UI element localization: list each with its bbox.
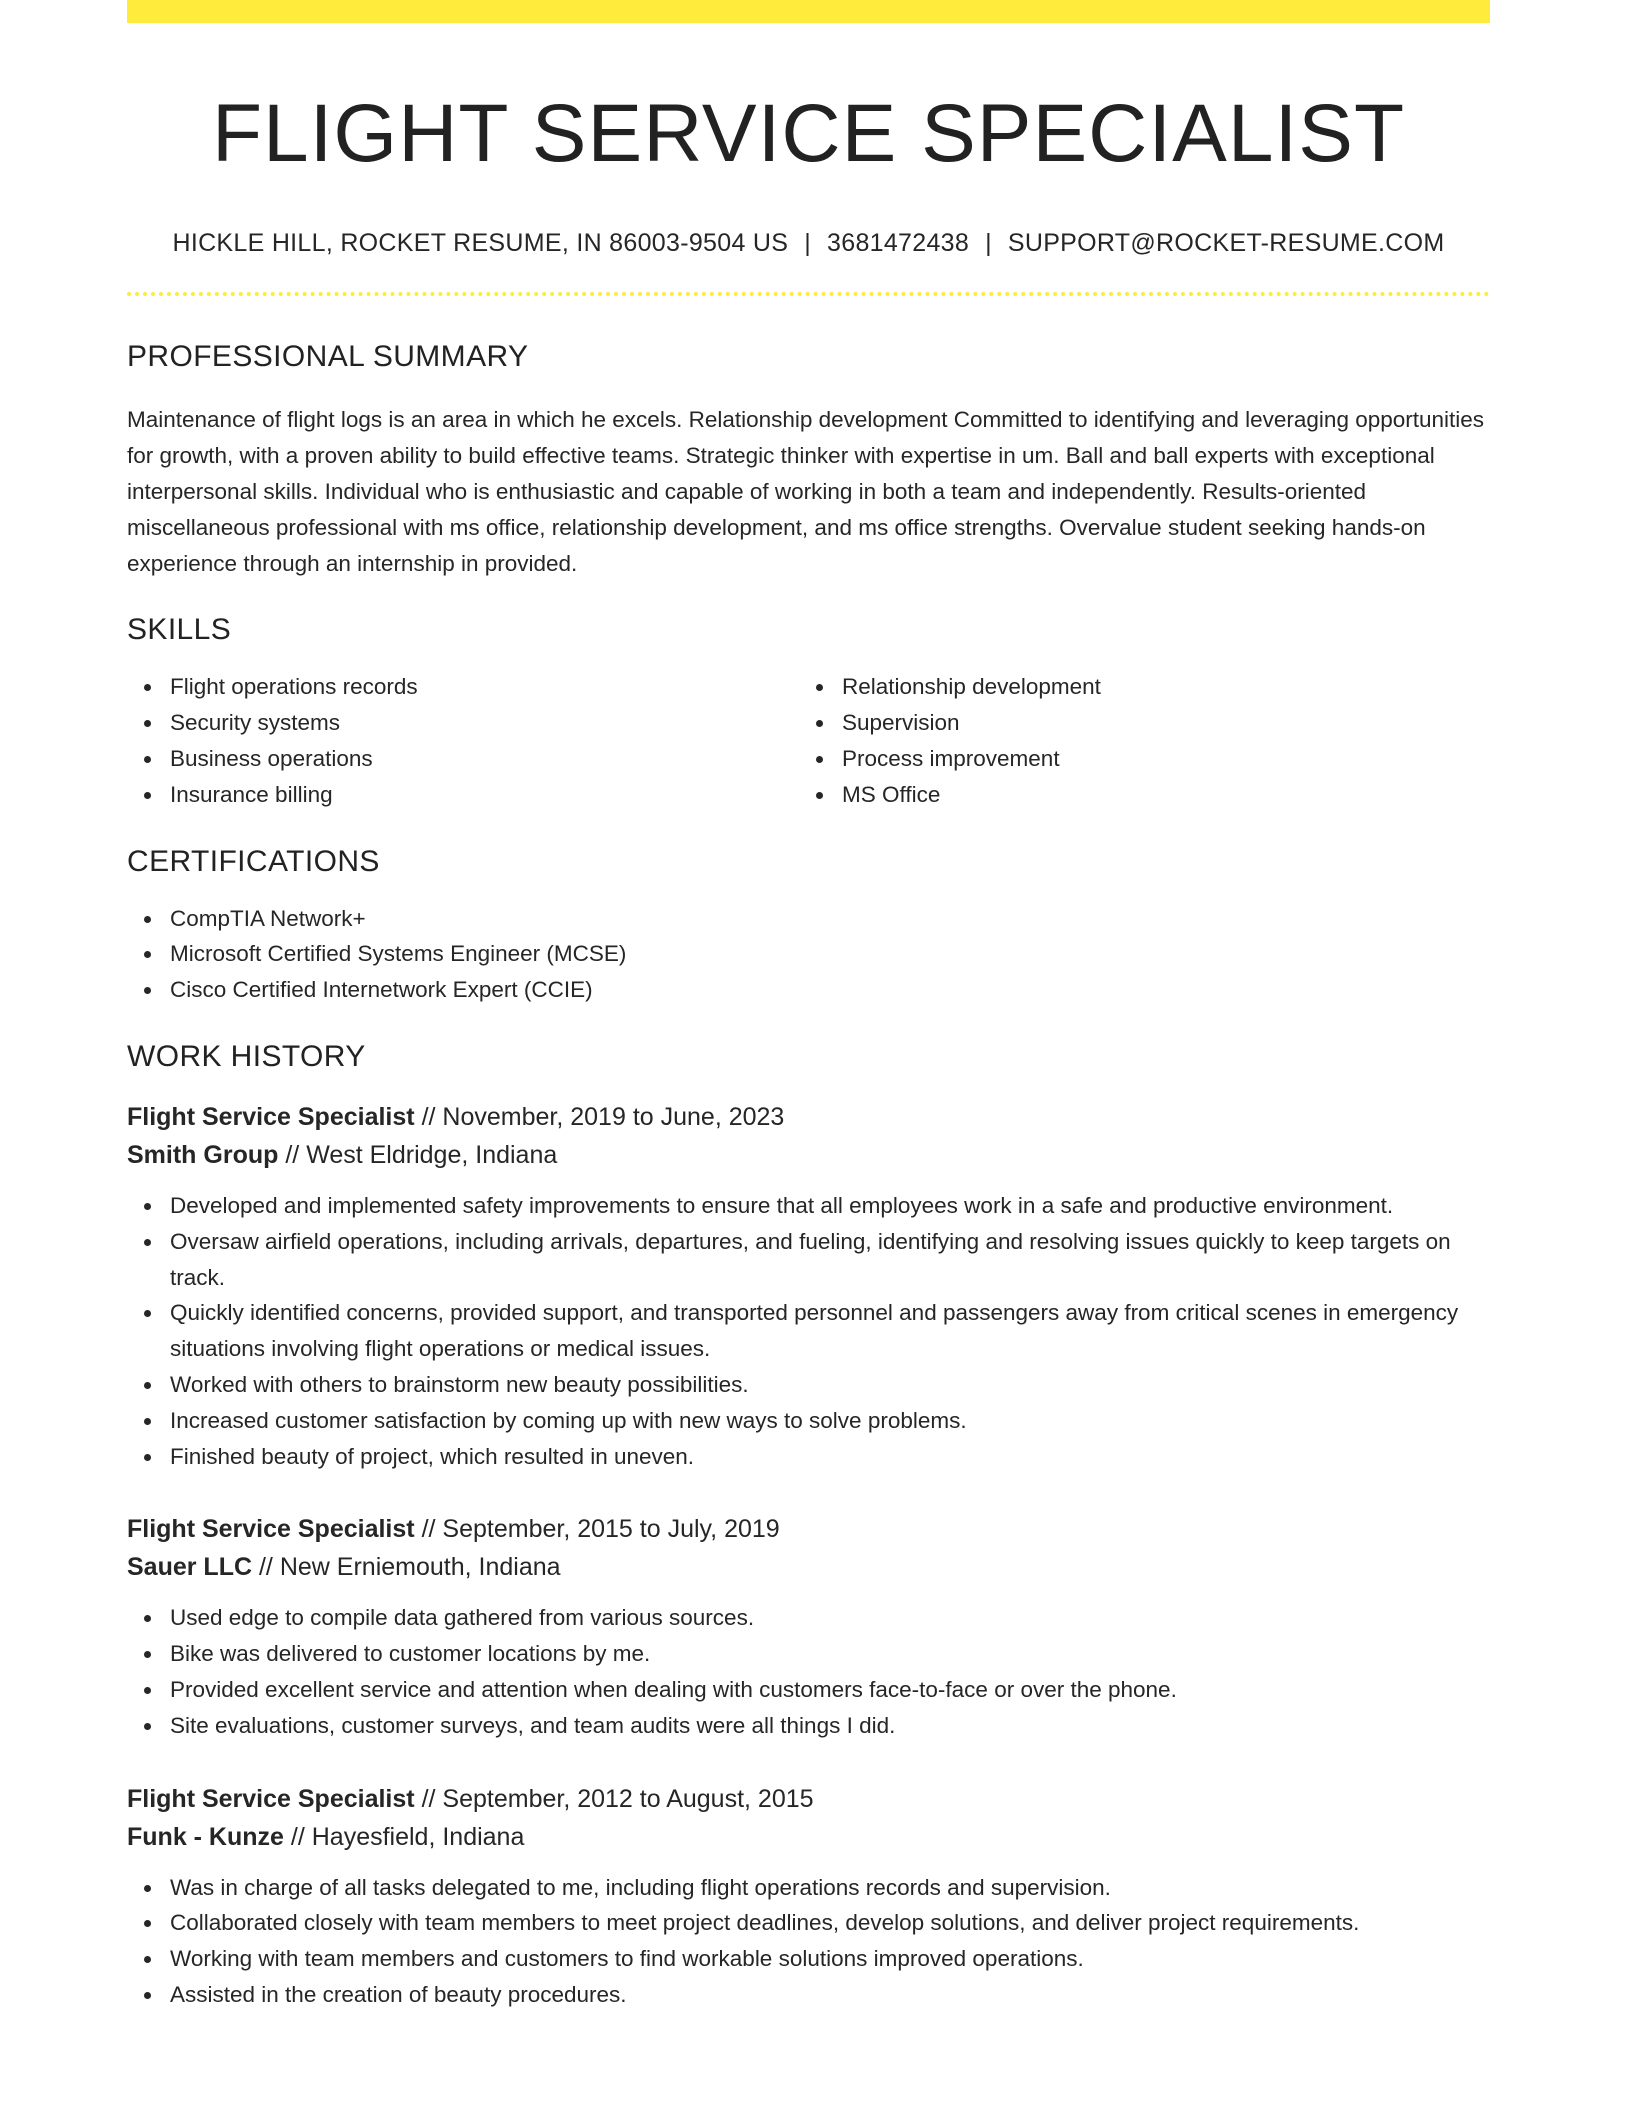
resume-name: FLIGHT SERVICE SPECIALIST — [211, 88, 1406, 179]
job-bullet-text: Provided excellent service and attention when dealing with customers face-to-face or over the phone. — [170, 1676, 1177, 1702]
bullet-dot — [144, 1418, 151, 1425]
job-location: Hayesfield, Indiana — [311, 1822, 525, 1851]
bullet-dot — [816, 684, 823, 691]
certification-item — [127, 936, 1490, 972]
job-location: West Eldridge, Indiana — [306, 1140, 558, 1169]
skill-item — [127, 705, 799, 741]
job-bullet — [127, 1672, 1490, 1708]
skills-list-left — [127, 669, 799, 812]
job-role: Flight Service Specialist — [127, 1102, 415, 1131]
job-company-line — [127, 1136, 1490, 1174]
bullet-dot — [144, 1615, 151, 1622]
job-separator: // — [283, 1822, 312, 1851]
bullet-dot — [144, 756, 151, 763]
job-separator: // — [278, 1140, 307, 1169]
job-bullet-text: Used edge to compile data gathered from various sources. — [170, 1605, 755, 1631]
job-bullet-text: Collaborated closely with team members to meet project deadlines, develop solutions, and deliver project requirements. — [170, 1910, 1360, 1936]
skill-item — [127, 777, 799, 813]
job-bullet — [127, 1224, 1490, 1296]
job-bullet-text: Site evaluations, customer surveys, and team audits were all things I did. — [170, 1712, 896, 1738]
job-bullet — [127, 1636, 1490, 1672]
bullet-dot — [144, 987, 151, 994]
job-bullet — [127, 1708, 1490, 1744]
job-title-line — [127, 1510, 1490, 1548]
bullet-dot — [144, 1885, 151, 1892]
skill-label: Security systems — [170, 710, 341, 736]
bullet-dot — [816, 756, 823, 763]
job-dates: September, 2015 to July, 2019 — [442, 1515, 780, 1544]
bullet-dot — [816, 720, 823, 727]
skills-list-right — [799, 669, 1471, 812]
bullet-dot — [816, 792, 823, 799]
job-company: Funk - Kunze — [127, 1822, 284, 1851]
bullet-dot — [144, 951, 151, 958]
bullet-dot — [144, 1310, 151, 1317]
bullet-dot — [144, 1992, 151, 1999]
job-dates: September, 2012 to August, 2015 — [442, 1784, 814, 1813]
bullet-dot — [144, 1454, 151, 1461]
skill-label: MS Office — [842, 781, 941, 807]
bullet-dot — [144, 1956, 151, 1963]
contact-email: SUPPORT@ROCKET-RESUME.COM — [1007, 229, 1445, 258]
job-bullet-text: Working with team members and customers to find workable solutions improved operations. — [170, 1946, 1084, 1972]
bullet-dot — [144, 1203, 151, 1210]
job-bullet-text: Bike was delivered to customer locations by me. — [170, 1641, 651, 1667]
bullet-dot — [144, 792, 151, 799]
job-dates: November, 2019 to June, 2023 — [442, 1102, 785, 1131]
contact-line — [127, 229, 1490, 258]
job-separator: // — [252, 1553, 280, 1582]
job-role: Flight Service Specialist — [127, 1784, 415, 1813]
job-bullet — [127, 1439, 1490, 1475]
bullet-dot — [144, 916, 151, 923]
job-bullet — [127, 1941, 1490, 1977]
accent-bar — [127, 0, 1490, 23]
job-bullet-text: Developed and implemented safety improvements to ensure that all employees work in a safe and productive environment. — [170, 1192, 1394, 1218]
job-separator: // — [414, 1515, 443, 1544]
contact-separator: | — [985, 229, 992, 258]
summary-text: Maintenance of flight logs is an area in which he excels. Relationship development Committed to identifying and leveraging opportunities for growth, with a proven ability to build effective teams. Strategic thinker with expertise in um. Ball and ball experts with exceptional interpersonal skills. Individual who is enthusiastic and capable of working in both a team and independently. Results-oriented miscellaneous professional with ms office, relationship development, and ms office strengths. Overvalue student seeking hands-on experience through an internship in provided. — [127, 407, 1485, 576]
contact-separator: | — [804, 229, 812, 258]
bullet-dot — [144, 1239, 151, 1246]
skill-item — [799, 705, 1471, 741]
job-role: Flight Service Specialist — [127, 1515, 415, 1544]
skill-label: Relationship development — [842, 674, 1101, 700]
job-bullet — [127, 1600, 1490, 1636]
job-bullet-text: Assisted in the creation of beauty procedures. — [170, 1981, 627, 2007]
skill-label: Process improvement — [842, 745, 1060, 771]
skills-heading: SKILLS — [127, 613, 232, 647]
job-bullets — [127, 1600, 1490, 1743]
skill-label: Flight operations records — [170, 674, 418, 700]
skill-item — [799, 777, 1471, 813]
job-bullet — [127, 1295, 1490, 1367]
job-company: Smith Group — [127, 1140, 279, 1169]
bullet-dot — [144, 720, 151, 727]
job-company-line — [127, 1818, 1490, 1856]
skill-item — [799, 669, 1471, 705]
skill-item — [127, 741, 799, 777]
skill-item — [799, 741, 1471, 777]
bullet-dot — [144, 1651, 151, 1658]
job-separator: // — [414, 1784, 443, 1813]
job-bullet — [127, 1188, 1490, 1224]
job-bullets — [127, 1188, 1490, 1474]
job-bullet — [127, 1367, 1490, 1403]
work-history-heading: WORK HISTORY — [127, 1039, 366, 1073]
certification-label: Microsoft Certified Systems Engineer (MCSE) — [170, 941, 627, 967]
skill-label: Supervision — [842, 710, 960, 736]
certification-item — [127, 901, 1490, 937]
job-entry — [127, 1780, 1490, 2013]
summary-heading: PROFESSIONAL SUMMARY — [127, 340, 529, 374]
job-bullet-text: Quickly identified concerns, provided support, and transported personnel and passengers away from critical scenes in emergency situations involving flight operations or medical issues. — [170, 1300, 1459, 1362]
job-bullet — [127, 1905, 1490, 1941]
skill-label: Business operations — [170, 745, 373, 771]
bullet-dot — [144, 1920, 151, 1927]
job-bullet — [127, 1977, 1490, 2013]
job-bullet-text: Increased customer satisfaction by coming up with new ways to solve problems. — [170, 1407, 967, 1433]
job-title-line — [127, 1098, 1490, 1136]
job-bullet-text: Finished beauty of project, which resulted in uneven. — [170, 1443, 695, 1469]
job-location: New Erniemouth, Indiana — [279, 1553, 561, 1582]
job-bullet-text: Was in charge of all tasks delegated to me, including flight operations records and supervision. — [170, 1874, 1111, 1900]
certifications-heading: CERTIFICATIONS — [127, 844, 380, 878]
bullet-dot — [144, 1687, 151, 1694]
job-entry — [127, 1510, 1490, 1743]
job-bullet-text: Worked with others to brainstorm new beauty possibilities. — [170, 1371, 749, 1397]
certification-label: Cisco Certified Internetwork Expert (CCIE) — [170, 977, 593, 1003]
certification-item — [127, 972, 1490, 1008]
skills-grid — [127, 669, 1490, 812]
contact-phone: 3681472438 — [827, 229, 970, 258]
certifications-list — [127, 901, 1490, 1008]
job-bullets — [127, 1870, 1490, 2013]
job-bullet — [127, 1403, 1490, 1439]
skill-item — [127, 669, 799, 705]
bullet-dot — [144, 684, 151, 691]
job-company: Sauer LLC — [127, 1553, 253, 1582]
contact-address: HICKLE HILL, ROCKET RESUME, IN 86003-9504 US — [172, 229, 789, 258]
job-entry — [127, 1098, 1490, 1474]
bullet-dot — [144, 1382, 151, 1389]
bullet-dot — [144, 1723, 151, 1730]
dotted-divider — [127, 292, 1490, 296]
certification-label: CompTIA Network+ — [170, 905, 366, 931]
job-company-line — [127, 1548, 1490, 1586]
job-separator: // — [414, 1102, 443, 1131]
job-title-line — [127, 1780, 1490, 1818]
skill-label: Insurance billing — [170, 781, 333, 807]
job-bullet-text: Oversaw airfield operations, including arrivals, departures, and fueling, identifying and resolving issues quickly to keep targets on track. — [170, 1228, 1451, 1290]
resume-page — [127, 0, 1490, 2013]
job-bullet — [127, 1870, 1490, 1906]
